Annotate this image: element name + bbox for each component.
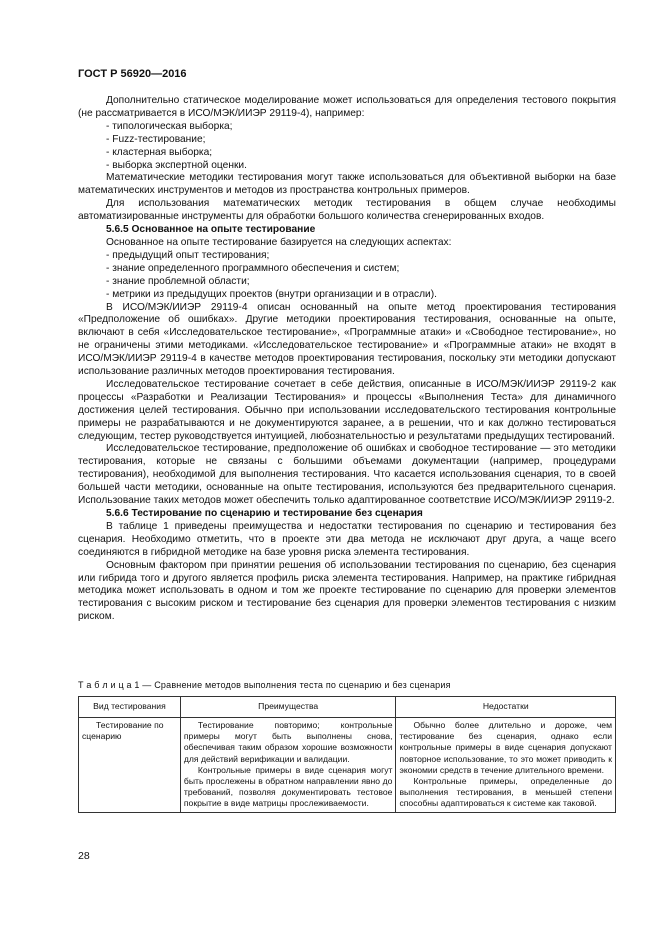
list-item: - знание определенного программного обеспечения и систем; (106, 262, 400, 274)
paragraph: Исследовательское тестирование сочетает в себе действия, описанные в ИСО/МЭК/ИИЭР 29119-2 как процессы «Разработки и Реализации Тестирования» и процессы «Выполнения Теста» для динамичного достижения целей тестирования. Обычно при использовании исследовательского тестирования контрольные примеры не разрабатываются и не документируются заранее, а в решении, что и как должно тестироваться следующим, тестер руководствуется интуицией, любознательностью и результатами предыдущих тестирований. (78, 378, 616, 442)
column-header: Недостатки (396, 697, 616, 718)
list-item: - типологическая выборка; (106, 120, 233, 132)
cell-text: Тестирование повторимо; контрольные примеры могут быть выполнены снова, обеспечивая таким образом хорошие возможности для действий верификации и валидации. (183, 720, 393, 764)
column-header: Преимущества (180, 697, 396, 718)
table-header-row (79, 697, 616, 718)
paragraph: В ИСО/МЭК/ИИЭР 29119-4 описан основанный на опыте метод проектирования тестирования «Предположение об ошибках». Другие методики проектирования тестирования, основанные на опыте, включают в себя «Исследовательское тестирование», «Программные атаки» и «Свободное тестирование», но не ограничены этими методиками. «Исследовательское тестирование» и «Программные атаки» не входят в ИСО/МЭК/ИИЭР 29119-4 в качестве методов проектирования тестирования, поскольку эти методики допускают использование различных методов проектирования тестирования. (78, 301, 616, 378)
list-item: - знание проблемной области; (106, 275, 250, 287)
table-caption: Т а б л и ц а 1 — Сравнение методов выполнения теста по сценарию и без сценария (78, 680, 451, 690)
paragraph: В таблице 1 приведены преимущества и недостатки тестирования по сценарию и тестирования без сценария. Необходимо отметить, что в проекте эти два метода не исключают друг друга, а чаще всего соединяются в гибридной методике на базе уровня риска элемента тестирования. (78, 520, 616, 558)
column-header: Вид тестирования (79, 697, 181, 718)
body-text (78, 95, 616, 624)
table-cell-type (79, 718, 181, 813)
cell-text: Контрольные примеры, определенные до выполнения тестирования, в меньшей степени способны адаптироваться к системе как таковой. (399, 776, 612, 809)
list-item: - кластерная выборка; (106, 146, 213, 158)
paragraph: Дополнительно статическое моделирование может использоваться для определения тестового покрытия (не рассматривается в ИСО/МЭК/ИИЭР 29119-4), например: (78, 95, 616, 119)
section-heading: 5.6.6 Тестирование по сценарию и тестирование без сценария (106, 508, 423, 519)
list-item: - метрики из предыдущих проектов (внутри организации и в отрасли). (106, 288, 437, 300)
paragraph: Основанное на опыте тестирование базируется на следующих аспектах: (106, 236, 452, 248)
cell-text: Обычно более длительно и дороже, чем тестирование без сценария, однако если контрольные примеры в виде сценария допускают повторное использование, то это может приводить к экономии средств в течение длительного времени. (399, 720, 612, 775)
paragraph: Основным фактором при принятии решения об использовании тестирования по сценарию, без сценария или гибрида того и другого является профиль риска элемента тестирования. Например, на практике гибридная методика может использовать в одном и том же проекте тестирование по сценарию для проверки элементов тестирования с высоким риском и тестирование без сценария для проверки элементов тестирования с низким риском. (78, 559, 616, 623)
list-item: - Fuzz-тестирование; (106, 133, 206, 145)
section-heading: 5.6.5 Основанное на опыте тестирование (106, 224, 316, 236)
table-row (79, 718, 616, 813)
cell-text: Контрольные примеры в виде сценария могут быть прослежены в обратном направлении явно до требований, позволяя документировать тестовое покрытие в виде матрицы прослеживаемости. (183, 764, 393, 809)
document-header: ГОСТ Р 56920—2016 (78, 68, 187, 80)
table-cell-advantages (180, 718, 396, 813)
list-item: - выборка экспертной оценки. (106, 159, 247, 171)
paragraph: Математические методики тестирования могут также использоваться для объективной выборки на базе математических инструментов и методов из пространства контрольных примеров. (78, 172, 616, 197)
comparison-table (78, 696, 616, 813)
paragraph: Исследовательское тестирование, предположение об ошибках и свободное тестирование — это методики тестирования, которые не связаны с большими объемами документации (например, процедурами тестирования), необходимой для выполнения тестирования. Что касается использования сценария, то в своей большей части методики, основанные на опыте тестирования, используются без предварительного сценария. Использование таких методов может обеспечить только адаптированное соответствие ИСО/МЭК/ИИЭР 29119-2. (78, 443, 616, 507)
cell-text: Тестирование по сценарию (82, 720, 164, 742)
list-item: - предыдущий опыт тестирования; (106, 249, 270, 261)
table-cell-disadvantages (396, 718, 616, 813)
page-number: 28 (78, 850, 90, 862)
paragraph: Для использования математических методик тестирования в общем случае необходимы автоматизированные инструменты для обработки большого количества сгенерированных входов. (78, 198, 616, 223)
